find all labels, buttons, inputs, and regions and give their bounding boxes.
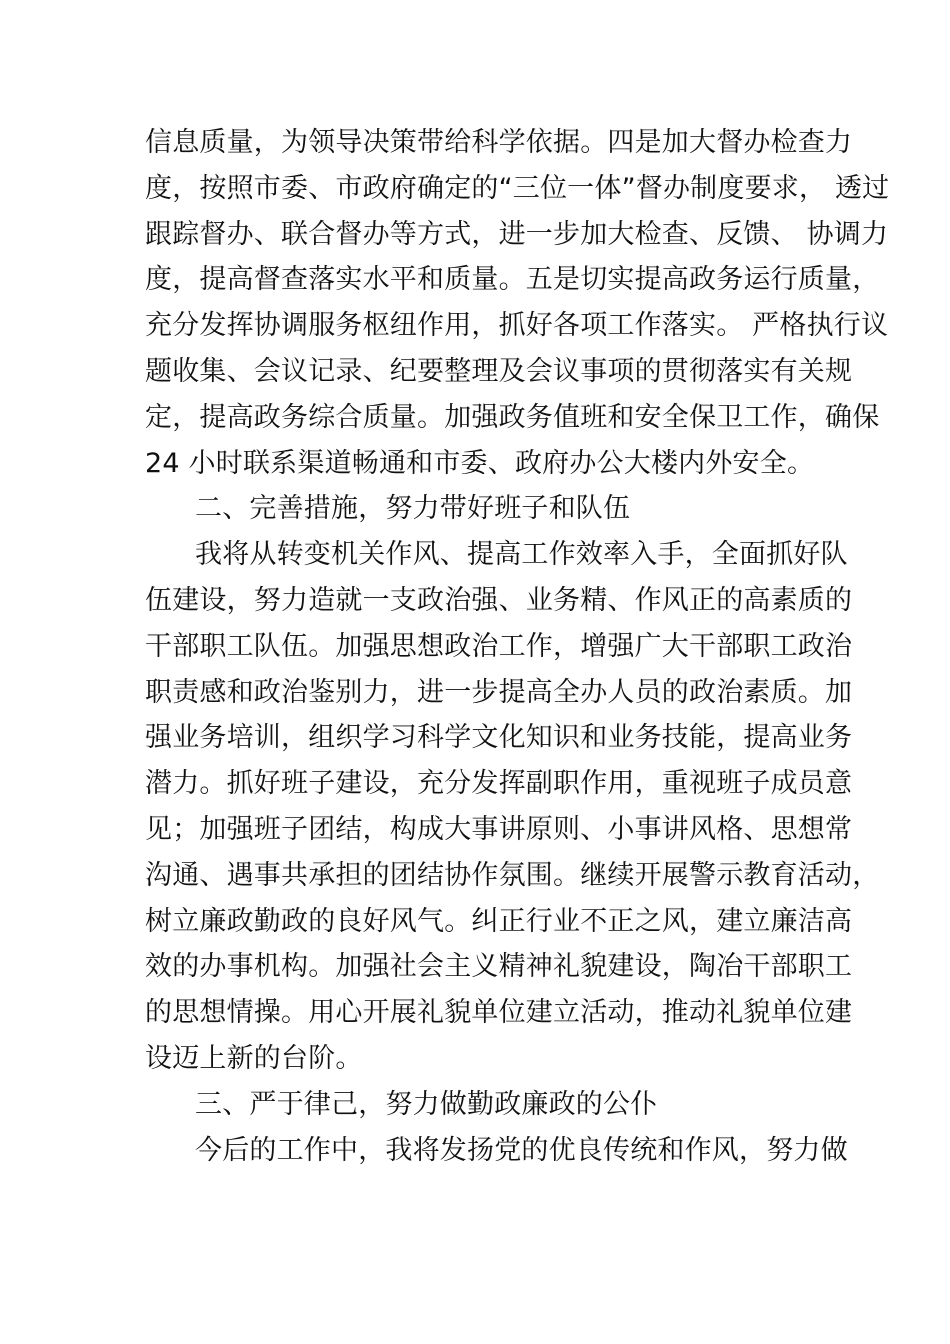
- section-heading-3: 三、严于律己，努力做勤政廉政的公仆: [195, 1088, 658, 1120]
- paragraph-1-line-1: 信息质量，为领导决策带给科学依据。四是加大督办检查力: [145, 127, 853, 158]
- paragraph-2-line-2: 伍建设，努力造就一支政治强、业务精、作风正的高素质的: [145, 584, 853, 616]
- paragraph-2-line-5: 强业务培训，组织学习科学文化知识和业务技能，提高业务: [145, 722, 853, 754]
- paragraph-2-line-12: 设迈上新的台阶。: [145, 1042, 363, 1074]
- section-heading-2: 二、完善措施，努力带好班子和队伍: [195, 493, 631, 525]
- paragraph-1-line-5: 充分发挥协调服务枢纽作用，抓好各项工作落实。 严格执行议: [145, 310, 889, 342]
- paragraph-2-line-1: 我将从转变机关作风、提高工作效率入手，全面抓好队: [195, 539, 848, 571]
- paragraph-1-line-7: 定，提高政务综合质量。加强政务值班和安全保卫工作，确保: [145, 401, 880, 433]
- paragraph-3-line-1: 今后的工作中，我将发扬党的优良传统和作风，努力做: [195, 1134, 848, 1166]
- paragraph-2-line-10: 效的办事机构。加强社会主义精神礼貌建设，陶冶干部职工: [145, 951, 853, 983]
- paragraph-1-line-3: 跟踪督办、联合督办等方式，进一步加大检查、反馈、 协调力: [145, 218, 889, 250]
- paragraph-2-line-6: 潜力。抓好班子建设，充分发挥副职作用，重视班子成员意: [145, 768, 853, 800]
- paragraph-1-line-8: 24 小时联系渠道畅通和市委、政府办公大楼内外安全。: [145, 447, 815, 479]
- paragraph-1-line-4: 度，提高督查落实水平和质量。五是切实提高政务运行质量，: [145, 264, 880, 296]
- paragraph-1-line-6: 题收集、会议记录、纪要整理及会议事项的贯彻落实有关规: [145, 355, 853, 387]
- paragraph-2-line-3: 干部职工队伍。加强思想政治工作，增强广大干部职工政治: [145, 630, 853, 662]
- paragraph-2-line-9: 树立廉政勤政的良好风气。纠正行业不正之风，建立廉洁高: [145, 905, 853, 937]
- paragraph-2-line-4: 职责感和政治鉴别力，进一步提高全办人员的政治素质。加: [145, 676, 853, 708]
- paragraph-2-line-8: 沟通、遇事共承担的团结协作氛围。继续开展警示教育活动，: [145, 859, 880, 891]
- paragraph-2-line-7: 见；加强班子团结，构成大事讲原则、小事讲风格、思想常: [145, 813, 853, 845]
- paragraph-1-line-2: 度，按照市委、市政府确定的“三位一体”督办制度要求， 透过: [145, 172, 890, 204]
- document-body: [145, 120, 890, 1173]
- paragraph-2-line-11: 的思想情操。用心开展礼貌单位建立活动，推动礼貌单位建: [145, 997, 853, 1029]
